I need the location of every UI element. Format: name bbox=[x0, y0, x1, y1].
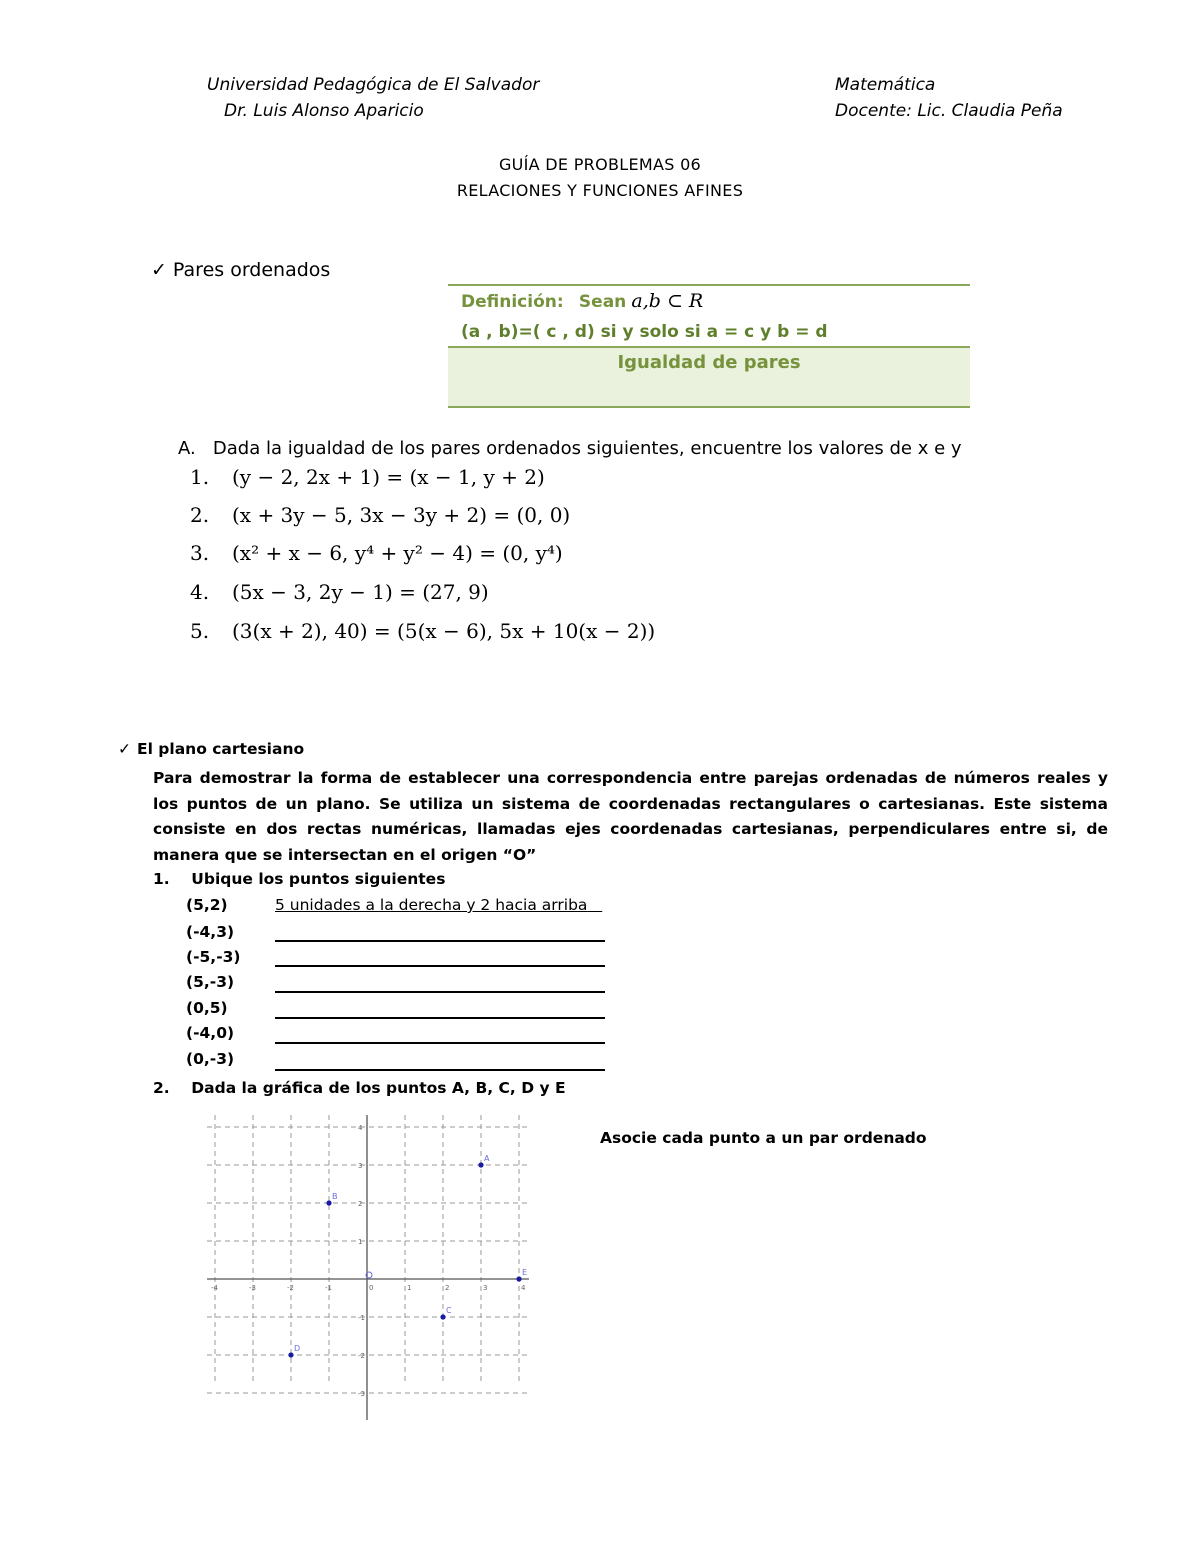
point-label-e: E bbox=[522, 1268, 528, 1277]
answer-line[interactable] bbox=[275, 1022, 605, 1044]
cartesian-paragraph: Para demostrar la forma de establecer una correspondencia entre parejas ordenadas de números reales y los puntos de un plano. Se utiliza un sistema de coordenadas rectangulares o cartesianas. Este sistema consiste en dos rectas numéricas, llamadas ejes coordenadas cartesianas, perpendiculares entre si, de manera que se intersectan en el origen “O” bbox=[153, 769, 1108, 864]
question-a-letter: A. bbox=[178, 438, 196, 459]
definition-name-band bbox=[448, 346, 970, 408]
definition-box bbox=[448, 284, 970, 406]
equation-5 bbox=[190, 619, 655, 643]
equation-text: (x + 3y − 5, 3x − 3y + 2) = (0, 0) bbox=[232, 503, 571, 527]
cartesian-plane-chart bbox=[205, 1115, 540, 1420]
point-item: (0,-3) bbox=[186, 1050, 235, 1068]
section-heading: El plano cartesiano bbox=[137, 740, 305, 758]
question-2-instruction: Asocie cada punto a un par ordenado bbox=[600, 1129, 927, 1147]
answer-line[interactable] bbox=[275, 945, 605, 967]
question-a-text: Dada la igualdad de los pares ordenados siguientes, encuentre los valores de x e y bbox=[212, 438, 962, 459]
definition-label: Definición: bbox=[461, 292, 564, 312]
equation-2 bbox=[190, 503, 570, 527]
answer-line[interactable] bbox=[275, 1049, 605, 1071]
equation-4 bbox=[190, 580, 489, 604]
section-plano-cartesiano bbox=[118, 740, 304, 758]
point-item: (5,2) bbox=[186, 896, 228, 914]
y-tick-label: 3 bbox=[358, 1162, 363, 1170]
grid-lines bbox=[207, 1115, 529, 1393]
definition-math: a,b ⊂ R bbox=[631, 290, 704, 312]
y-tick-label: -2 bbox=[358, 1352, 365, 1360]
equation-text: (x² + x − 6, y⁴ + y² − 4) = (0, y⁴) bbox=[232, 541, 563, 565]
equation-text: (5x − 3, 2y − 1) = (27, 9) bbox=[232, 580, 489, 604]
equation-1 bbox=[190, 465, 545, 489]
equation-number: 3. bbox=[190, 541, 210, 565]
section-heading: Pares ordenados bbox=[172, 259, 331, 281]
answer-text: 5 unidades a la derecha y 2 hacia arriba bbox=[275, 896, 588, 914]
equation-number: 5. bbox=[190, 619, 210, 643]
answer-line[interactable] bbox=[275, 920, 605, 942]
campus-name: Dr. Luis Alonso Aparicio bbox=[224, 101, 424, 121]
definition-statement: (a , b)=( c , d) si y solo si a = c y b = d bbox=[461, 322, 828, 342]
point-label-a: A bbox=[484, 1154, 490, 1163]
point-label-b: B bbox=[332, 1192, 338, 1201]
point-item: (-5,-3) bbox=[186, 948, 241, 966]
answer-line[interactable] bbox=[275, 971, 605, 993]
x-tick-label: -1 bbox=[325, 1284, 332, 1292]
x-tick-label: 0 bbox=[369, 1284, 374, 1292]
point-item: (5,-3) bbox=[186, 973, 235, 991]
section-pares-ordenados bbox=[151, 259, 330, 281]
equation-text: (y − 2, 2x + 1) = (x − 1, y + 2) bbox=[232, 465, 545, 489]
answer-line-1 bbox=[275, 896, 602, 914]
question-1-number: 1. bbox=[153, 870, 170, 888]
question-2 bbox=[153, 1079, 566, 1097]
question-1 bbox=[153, 870, 445, 888]
subject-name: Matemática bbox=[835, 75, 936, 95]
point-label-c: C bbox=[446, 1306, 452, 1315]
point-item: (-4,0) bbox=[186, 1024, 235, 1042]
x-tick-label: -2 bbox=[287, 1284, 294, 1292]
equation-number: 2. bbox=[190, 503, 210, 527]
point-d bbox=[288, 1352, 293, 1357]
point-e bbox=[516, 1276, 521, 1281]
teacher-name: Docente: Lic. Claudia Peña bbox=[835, 101, 1063, 121]
definition-name: Igualdad de pares bbox=[617, 352, 801, 373]
x-tick-label: 2 bbox=[445, 1284, 450, 1292]
guide-subtitle: RELACIONES Y FUNCIONES AFINES bbox=[456, 181, 744, 200]
point-a bbox=[478, 1162, 483, 1167]
definition-top-rule bbox=[448, 284, 970, 286]
question-2-text: Dada la gráfica de los puntos A, B, C, D y E bbox=[191, 1079, 566, 1097]
y-tick-label: 2 bbox=[358, 1200, 363, 1208]
point-c bbox=[440, 1314, 445, 1319]
x-tick-label: 4 bbox=[521, 1284, 526, 1292]
y-tick-label: 1 bbox=[358, 1238, 363, 1246]
data-points bbox=[288, 1154, 527, 1358]
question-a bbox=[178, 438, 962, 459]
university-name: Universidad Pedagógica de El Salvador bbox=[207, 75, 540, 95]
y-tick-label: 4 bbox=[358, 1124, 363, 1132]
equation-number: 4. bbox=[190, 580, 210, 604]
point-b bbox=[326, 1200, 331, 1205]
equation-text: (3(x + 2), 40) = (5(x − 6), 5x + 10(x − 2)) bbox=[232, 619, 656, 643]
definition-sean: Sean bbox=[578, 292, 627, 312]
guide-title: GUÍA DE PROBLEMAS 06 bbox=[498, 155, 702, 174]
point-label-d: D bbox=[294, 1344, 301, 1353]
x-tick-label: 1 bbox=[407, 1284, 412, 1292]
question-1-text: Ubique los puntos siguientes bbox=[191, 870, 446, 888]
equation-3 bbox=[190, 541, 563, 565]
definition-line-1 bbox=[461, 290, 703, 312]
x-tick-label: -3 bbox=[249, 1284, 256, 1292]
question-2-number: 2. bbox=[153, 1079, 170, 1097]
x-tick-label: -4 bbox=[211, 1284, 218, 1292]
point-item: (0,5) bbox=[186, 999, 228, 1017]
equation-number: 1. bbox=[190, 465, 210, 489]
answer-line[interactable] bbox=[275, 997, 605, 1019]
x-tick-label: 3 bbox=[483, 1284, 488, 1292]
point-item: (-4,3) bbox=[186, 923, 235, 941]
y-tick-label: -1 bbox=[358, 1314, 365, 1322]
y-tick-label: -3 bbox=[358, 1390, 365, 1398]
